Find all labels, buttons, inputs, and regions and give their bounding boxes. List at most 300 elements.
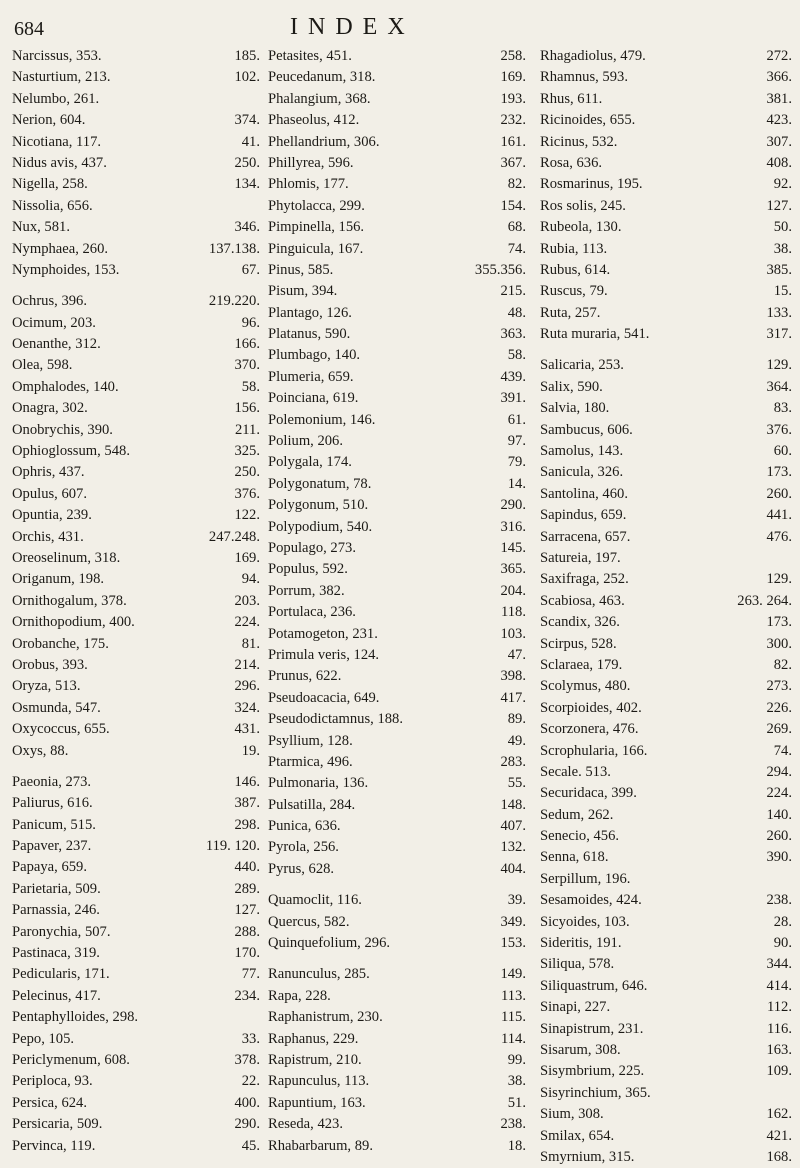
entry-name: Pepo, 105.	[12, 1030, 75, 1047]
entry-name: Raphanus, 229.	[268, 1030, 359, 1047]
index-entry	[540, 1147, 796, 1168]
entry-name: Rapa, 228.	[268, 987, 331, 1004]
entry-page: 109.	[766, 1063, 792, 1080]
index-entry	[12, 676, 262, 697]
entry-name: Scirpus, 528.	[540, 635, 617, 652]
entry-name: Olea, 598.	[12, 357, 73, 374]
entry-name: Senna, 618.	[540, 849, 609, 866]
index-entry	[12, 355, 262, 376]
entry-page: 325.	[234, 443, 260, 460]
index-entry	[268, 1071, 530, 1092]
entry-page: 440.	[234, 859, 260, 876]
entry-name: Ranunculus, 285.	[268, 966, 370, 983]
index-entry	[12, 741, 262, 762]
index-entry	[12, 1136, 262, 1157]
index-entry	[540, 1083, 796, 1104]
entry-page: 272.	[766, 48, 792, 64]
entry-name: Panicum, 515.	[12, 816, 96, 833]
index-entry	[268, 410, 530, 431]
entry-name: Oryza, 513.	[12, 678, 81, 695]
entry-page: 18.	[507, 1137, 526, 1154]
entry-name: Omphalodes, 140.	[12, 378, 119, 395]
entry-name: Parnassia, 246.	[12, 902, 100, 919]
entry-page: 89.	[507, 711, 526, 728]
entry-page: 238.	[766, 892, 792, 909]
entry-page: 60.	[773, 443, 792, 460]
index-entry	[540, 67, 796, 88]
entry-name: Salicaria, 253.	[540, 357, 624, 374]
entry-name: Pulsatilla, 284.	[268, 796, 356, 813]
index-entry	[12, 484, 262, 505]
entry-page: 49.	[507, 732, 526, 749]
entry-page: 68.	[507, 219, 526, 236]
index-entry	[268, 816, 530, 837]
entry-page: 408.	[766, 154, 792, 171]
entry-page: 116.	[767, 1020, 792, 1037]
index-entry	[540, 997, 796, 1018]
entry-name: Oreoselinum, 318.	[12, 549, 121, 566]
entry-page: 324.	[234, 699, 260, 716]
entry-page: 148.	[500, 796, 526, 813]
index-entry	[12, 922, 262, 943]
entry-page: 385.	[766, 261, 792, 278]
index-entry	[268, 431, 530, 452]
entry-page: 156.	[234, 400, 260, 417]
entry-name: Phellandrium, 306.	[268, 133, 380, 150]
entry-page: 439.	[500, 368, 526, 385]
entry-name: Nissolia, 656.	[12, 197, 93, 214]
entry-page: 258.	[500, 48, 526, 64]
index-entry	[540, 239, 796, 260]
entry-page: 173.	[766, 614, 792, 631]
index-entry	[268, 559, 530, 580]
entry-name: Sicyoides, 103.	[540, 913, 630, 930]
entry-page: 317.	[766, 326, 792, 343]
index-entry	[12, 441, 262, 462]
entry-page: 374.	[234, 112, 260, 129]
entry-page: 234.	[234, 987, 260, 1004]
entry-name: Paliurus, 616.	[12, 795, 93, 812]
index-entry	[268, 954, 530, 964]
entry-name: Pyrola, 256.	[268, 839, 339, 856]
index-entry	[12, 772, 262, 793]
entry-name: Oenanthe, 312.	[12, 336, 101, 353]
entry-name: Sisyrinchium, 365.	[540, 1084, 651, 1101]
index-entry	[540, 1126, 796, 1147]
index-entry	[268, 933, 530, 954]
index-entry	[12, 334, 262, 355]
entry-page: 15.	[773, 283, 792, 300]
entry-name: Sium, 308.	[540, 1106, 604, 1123]
index-entry	[540, 196, 796, 217]
index-entry	[540, 954, 796, 975]
index-entry	[12, 1071, 262, 1092]
index-entry	[268, 890, 530, 911]
entry-page: 417.	[500, 689, 526, 706]
entry-page: 355.356.	[474, 261, 526, 278]
entry-name: Sinapi, 227.	[540, 999, 611, 1016]
index-entry	[540, 1019, 796, 1040]
entry-page: 133.	[766, 304, 792, 321]
entry-name: Ophris, 437.	[12, 464, 85, 481]
index-entry	[12, 857, 262, 878]
entry-name: Onagra, 302.	[12, 400, 88, 417]
entry-page: 118.	[501, 604, 526, 621]
index-entry	[268, 645, 530, 666]
index-entry	[12, 462, 262, 483]
entry-name: Salix, 590.	[540, 378, 603, 395]
index-entry	[268, 196, 530, 217]
entry-page: 404.	[500, 860, 526, 877]
index-column-1	[12, 46, 262, 1157]
index-entry	[540, 441, 796, 462]
entry-name: Rosmarinus, 195.	[540, 176, 643, 193]
entry-page: 61.	[507, 411, 526, 428]
entry-name: Populago, 273.	[268, 539, 356, 556]
entry-name: Opuntia, 239.	[12, 507, 92, 524]
index-entry	[12, 260, 262, 281]
entry-name: Sisymbrium, 225.	[540, 1063, 645, 1080]
entry-name: Serpillum, 196.	[540, 870, 631, 887]
entry-page: 58.	[507, 347, 526, 364]
entry-name: Rhus, 611.	[540, 90, 603, 107]
entry-name: Ophioglossum, 548.	[12, 443, 130, 460]
entry-page: 365.	[500, 561, 526, 578]
entry-name: Rubeola, 130.	[540, 219, 622, 236]
entry-name: Rosa, 636.	[540, 154, 603, 171]
entry-page: 300.	[766, 635, 792, 652]
index-entry	[268, 89, 530, 110]
index-entry	[12, 174, 262, 195]
entry-page: 81.	[241, 635, 260, 652]
entry-name: Poinciana, 619.	[268, 390, 359, 407]
entry-name: Polygala, 174.	[268, 454, 352, 471]
entry-page: 82.	[773, 656, 792, 673]
index-entry	[540, 741, 796, 762]
entry-page: 115.	[501, 1009, 526, 1026]
entry-name: Sanicula, 326.	[540, 464, 624, 481]
index-entry	[12, 527, 262, 548]
entry-name: Orobus, 393.	[12, 656, 88, 673]
entry-page: 203.	[234, 592, 260, 609]
entry-page: 55.	[507, 775, 526, 792]
index-entry	[12, 943, 262, 964]
index-entry	[12, 420, 262, 441]
entry-name: Scandix, 326.	[540, 614, 620, 631]
entry-page: 79.	[507, 454, 526, 471]
entry-page: 166.	[234, 336, 260, 353]
index-entry	[268, 859, 530, 880]
entry-page: 94.	[241, 571, 260, 588]
index-entry	[268, 624, 530, 645]
index-entry	[268, 110, 530, 131]
entry-page: 204.	[500, 582, 526, 599]
entry-name: Ruta muraria, 541.	[540, 326, 650, 343]
index-entry	[12, 793, 262, 814]
entry-page: 367.	[500, 154, 526, 171]
index-entry	[12, 879, 262, 900]
index-entry	[268, 1136, 530, 1157]
index-entry	[268, 303, 530, 324]
index-entry	[12, 655, 262, 676]
index-column-2	[268, 46, 530, 1157]
entry-page: 137.138.	[208, 240, 260, 257]
index-entry	[268, 324, 530, 345]
index-entry	[268, 345, 530, 366]
entry-name: Oxycoccus, 655.	[12, 721, 110, 738]
entry-name: Plumeria, 659.	[268, 368, 354, 385]
entry-name: Nicotiana, 117.	[12, 133, 102, 150]
entry-name: Petasites, 451.	[268, 48, 352, 64]
entry-page: 214.	[234, 656, 260, 673]
entry-page: 441.	[766, 507, 792, 524]
entry-name: Orchis, 431.	[12, 528, 84, 545]
index-entry	[268, 1029, 530, 1050]
entry-page: 414.	[766, 977, 792, 994]
entry-page: 294.	[766, 763, 792, 780]
entry-name: Rubia, 113.	[540, 240, 608, 257]
index-entry	[12, 313, 262, 334]
index-entry	[12, 634, 262, 655]
entry-name: Nasturtium, 213.	[12, 69, 111, 86]
index-entry	[12, 612, 262, 633]
entry-name: Potamogeton, 231.	[268, 625, 378, 642]
entry-page: 74.	[507, 240, 526, 257]
entry-page: 90.	[773, 935, 792, 952]
entry-page: 127.	[234, 902, 260, 919]
entry-page: 423.	[766, 112, 792, 129]
entry-page: 185.	[234, 48, 260, 64]
entry-page: 391.	[500, 390, 526, 407]
entry-page: 48.	[507, 304, 526, 321]
entry-name: Smilax, 654.	[540, 1127, 615, 1144]
index-entry	[12, 239, 262, 260]
index-entry	[268, 46, 530, 67]
index-column-3	[540, 46, 796, 1168]
entry-name: Sedum, 262.	[540, 806, 614, 823]
entry-name: Nymphoides, 153.	[12, 261, 120, 278]
entry-page: 364.	[766, 378, 792, 395]
entry-name: Pulmonaria, 136.	[268, 775, 369, 792]
entry-page: 45.	[241, 1137, 260, 1154]
entry-name: Ocimum, 203.	[12, 314, 96, 331]
page-title: INDEX	[290, 14, 415, 40]
index-entry	[268, 912, 530, 933]
entry-name: Origanum, 198.	[12, 571, 105, 588]
entry-name: Sclaraea, 179.	[540, 656, 623, 673]
entry-page: 193.	[500, 90, 526, 107]
entry-name: Plumbago, 140.	[268, 347, 361, 364]
entry-page: 28.	[773, 913, 792, 930]
entry-name: Sambucus, 606.	[540, 421, 633, 438]
entry-page: 376.	[234, 485, 260, 502]
entry-name: Quinquefolium, 296.	[268, 935, 391, 952]
entry-page: 38.	[773, 240, 792, 257]
entry-page: 289.	[234, 880, 260, 897]
entry-page: 263. 264.	[737, 592, 792, 609]
entry-name: Ruta, 257.	[540, 304, 601, 321]
index-entry	[268, 388, 530, 409]
entry-name: Nerion, 604.	[12, 112, 86, 129]
entry-page: 173.	[766, 464, 792, 481]
page-number: 684	[14, 18, 44, 40]
entry-page: 67.	[241, 261, 260, 278]
entry-name: Pentaphylloides, 298.	[12, 1009, 139, 1026]
entry-page: 431.	[234, 721, 260, 738]
entry-name: Phaseolus, 412.	[268, 112, 360, 129]
entry-name: Nidus avis, 437.	[12, 154, 107, 171]
entry-name: Periclymenum, 608.	[12, 1051, 130, 1068]
entry-name: Rapistrum, 210.	[268, 1051, 362, 1068]
index-entry	[12, 46, 262, 67]
entry-page: 260.	[766, 828, 792, 845]
entry-name: Phytolacca, 299.	[268, 197, 365, 214]
index-entry	[268, 217, 530, 238]
index-entry	[12, 110, 262, 131]
entry-name: Ruscus, 79.	[540, 283, 608, 300]
entry-name: Sapindus, 659.	[540, 507, 627, 524]
entry-name: Samolus, 143.	[540, 443, 624, 460]
index-entry	[12, 815, 262, 836]
entry-name: Satureia, 197.	[540, 549, 621, 566]
entry-page: 39.	[507, 892, 526, 909]
entry-page: 260.	[766, 485, 792, 502]
entry-page: 215.	[500, 283, 526, 300]
entry-page: 77.	[241, 966, 260, 983]
index-entry	[12, 1029, 262, 1050]
index-entry	[540, 591, 796, 612]
index-entry	[268, 260, 530, 281]
entry-name: Peucedanum, 318.	[268, 69, 376, 86]
entry-name: Ricinus, 532.	[540, 133, 618, 150]
index-entry	[12, 67, 262, 88]
entry-name: Scrophularia, 166.	[540, 742, 648, 759]
index-entry	[540, 1061, 796, 1082]
index-entry	[268, 795, 530, 816]
entry-page: 169.	[500, 69, 526, 86]
entry-name: Raphanistrum, 230.	[268, 1009, 383, 1026]
index-entry	[540, 89, 796, 110]
index-entry	[540, 933, 796, 954]
entry-name: Portulaca, 236.	[268, 604, 356, 621]
index-entry	[268, 1050, 530, 1071]
entry-page: 145.	[500, 539, 526, 556]
index-entry	[540, 762, 796, 783]
entry-page: 161.	[500, 133, 526, 150]
entry-name: Ornithopodium, 400.	[12, 614, 135, 631]
index-entry	[540, 612, 796, 633]
entry-page: 119. 120.	[205, 838, 260, 855]
index-entry	[12, 505, 262, 526]
entry-page: 169.	[234, 549, 260, 566]
entry-page: 290.	[500, 497, 526, 514]
index-entry	[540, 976, 796, 997]
index-entry	[268, 1093, 530, 1114]
index-entry	[12, 986, 262, 1007]
entry-page: 146.	[234, 773, 260, 790]
entry-page: 250.	[234, 154, 260, 171]
index-entry	[12, 719, 262, 740]
index-entry	[268, 452, 530, 473]
entry-page: 102.	[234, 69, 260, 86]
index-entry	[540, 281, 796, 302]
entry-name: Paeonia, 273.	[12, 773, 92, 790]
entry-page: 307.	[766, 133, 792, 150]
entry-name: Rubus, 614.	[540, 261, 611, 278]
index-entry	[540, 217, 796, 238]
entry-name: Siliquastrum, 646.	[540, 977, 648, 994]
entry-page: 250.	[234, 464, 260, 481]
index-entry	[12, 217, 262, 238]
entry-page: 99.	[507, 1051, 526, 1068]
entry-page: 50.	[773, 219, 792, 236]
index-entry	[12, 1007, 262, 1028]
entry-name: Osmunda, 547.	[12, 699, 101, 716]
entry-name: Paronychia, 507.	[12, 923, 111, 940]
index-entry	[268, 688, 530, 709]
entry-name: Pimpinella, 156.	[268, 219, 365, 236]
entry-name: Orobanche, 175.	[12, 635, 109, 652]
entry-page: 103.	[500, 625, 526, 642]
entry-name: Opulus, 607.	[12, 485, 87, 502]
entry-page: 376.	[766, 421, 792, 438]
entry-page: 370.	[234, 357, 260, 374]
index-entry	[12, 1114, 262, 1135]
entry-page: 154.	[500, 197, 526, 214]
index-entry	[540, 462, 796, 483]
entry-page: 381.	[766, 90, 792, 107]
index-entry	[540, 303, 796, 324]
index-entry	[540, 548, 796, 569]
entry-name: Oxys, 88.	[12, 742, 69, 759]
entry-name: Periploca, 93.	[12, 1073, 93, 1090]
entry-page: 170.	[234, 945, 260, 962]
entry-page: 476.	[766, 528, 792, 545]
entry-page: 74.	[773, 742, 792, 759]
index-entry	[268, 964, 530, 985]
index-entry	[540, 805, 796, 826]
entry-page: 387.	[234, 795, 260, 812]
index-entry	[268, 1114, 530, 1135]
entry-page: 226.	[766, 699, 792, 716]
entry-name: Rapuntium, 163.	[268, 1094, 366, 1111]
entry-name: Secale. 513.	[540, 763, 611, 780]
entry-page: 283.	[500, 753, 526, 770]
index-entry	[268, 538, 530, 559]
entry-name: Polemonium, 146.	[268, 411, 376, 428]
entry-name: Rhabarbarum, 89.	[268, 1137, 373, 1154]
entry-page: 366.	[766, 69, 792, 86]
entry-name: Prunus, 622.	[268, 668, 342, 685]
entry-name: Nymphaea, 260.	[12, 240, 109, 257]
index-entry	[12, 698, 262, 719]
entry-page: 390.	[766, 849, 792, 866]
index-entry	[540, 890, 796, 911]
index-entry	[540, 46, 796, 67]
entry-page: 92.	[773, 176, 792, 193]
entry-name: Sesamoides, 424.	[540, 892, 642, 909]
entry-name: Rapunculus, 113.	[268, 1073, 370, 1090]
index-entry	[268, 837, 530, 858]
entry-name: Scabiosa, 463.	[540, 592, 625, 609]
entry-name: Pisum, 394.	[268, 283, 338, 300]
entry-page: 112.	[767, 999, 792, 1016]
entry-name: Sinapistrum, 231.	[540, 1020, 644, 1037]
entry-name: Populus, 592.	[268, 561, 348, 578]
index-entry	[268, 367, 530, 388]
index-entry	[540, 132, 796, 153]
index-entry	[12, 1050, 262, 1071]
